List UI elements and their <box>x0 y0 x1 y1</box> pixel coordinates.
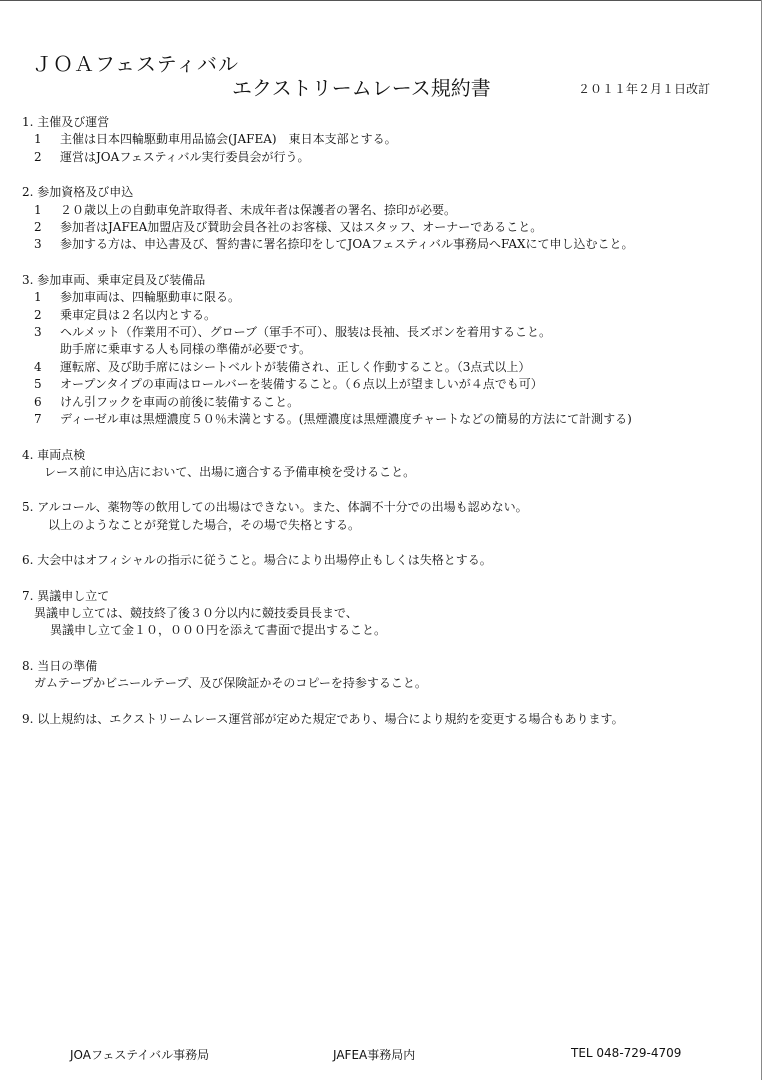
footer-office-location: JAFEA事務局内 <box>333 1048 416 1062</box>
item-number: 1 <box>34 290 42 305</box>
item-number: 5 <box>34 377 42 392</box>
section-heading: 8. 当日の準備 <box>22 658 98 673</box>
item-text: ディーゼル車は黒煙濃度５０％未満とする。(黒煙濃度は黒煙濃度チャートなどの簡易的方法にて計測する) <box>60 412 632 427</box>
list-item <box>22 394 752 411</box>
section-8 <box>22 658 752 693</box>
item-text: 助手席に乗車する人も同様の準備が必要です。 <box>60 342 312 357</box>
section-heading: 2. 参加資格及び申込 <box>22 185 134 200</box>
footer-phone: TEL 048-729-4709 <box>571 1046 682 1060</box>
list-item <box>22 131 752 148</box>
item-number: 2 <box>34 307 42 322</box>
list-item <box>22 376 752 393</box>
section-3 <box>22 272 752 429</box>
section-7 <box>22 588 752 640</box>
item-number: 7 <box>34 412 42 427</box>
item-text: 参加する方は、申込書及び、誓約書に署名捺印をしてJOAフェスティバル事務局へFAXにて申し込むこと。 <box>60 237 634 252</box>
item-number: 3 <box>34 325 42 340</box>
section-5 <box>22 499 752 534</box>
item-text: 乗車定員は２名以内とする。 <box>60 307 217 322</box>
section-9 <box>22 711 752 728</box>
section-body-text: 以上のようなことが発覚した場合，その場で失格とする。 <box>48 517 361 532</box>
section-heading: 4. 車両点検 <box>22 447 86 462</box>
revision-date: ２０１１年２月１日改訂 <box>578 82 711 96</box>
list-item <box>22 149 752 166</box>
item-text: ２０歳以上の自動車免許取得者、未成年者は保護者の署名、捺印が必要。 <box>60 202 457 217</box>
item-number: 1 <box>34 202 42 217</box>
item-number: 2 <box>34 220 42 235</box>
top-border-line <box>0 0 762 1</box>
list-item <box>22 219 752 236</box>
document-title-line1: ＪＯＡフェスティバル <box>32 52 239 76</box>
list-item <box>22 411 752 428</box>
list-item <box>22 202 752 219</box>
item-text: 主催は日本四輪駆動車用品協会(JAFEA) 東日本支部とする。 <box>60 132 397 147</box>
item-text: ヘルメット（作業用不可）、グローブ（軍手不可）、服装は長袖、長ズボンを着用すること。 <box>60 325 552 340</box>
item-number: 4 <box>34 359 42 374</box>
section-heading: 1. 主催及び運営 <box>22 115 110 129</box>
item-text: 参加車両は、四輪駆動車に限る。 <box>60 290 241 305</box>
item-text: オープンタイプの車両はロールバーを装備すること。（６点以上が望ましいが４点でも可） <box>60 377 543 392</box>
section-body-text: 異議申し立ては、競技終了後３０分以内に競技委員長まで、 <box>34 605 358 620</box>
item-number: 3 <box>34 237 42 252</box>
section-heading: 5. アルコール、薬物等の飲用しての出場はできない。また、体調不十分での出場も認めない。 <box>22 500 528 515</box>
list-item <box>22 289 752 306</box>
list-item-continuation <box>22 341 752 358</box>
list-item <box>22 236 752 253</box>
section-1 <box>22 114 752 166</box>
list-item <box>22 307 752 324</box>
section-4 <box>22 447 752 482</box>
section-heading: 6. 大会中はオフィシャルの指示に従うこと。場合により出場停止もしくは失格とする。 <box>22 553 492 568</box>
section-2 <box>22 184 752 254</box>
item-text: 運転席、及び助手席にはシートベルトが装備され、正しく作動すること。（3点式以上） <box>60 359 531 374</box>
section-body-text: 異議申し立て金１０，０００円を添えて書面で提出すること。 <box>50 623 387 638</box>
document-title-line2: エクストリームレース規約書 <box>232 76 491 100</box>
list-item <box>22 324 752 341</box>
item-text: 運営はJOAフェスティバル実行委員会が行う。 <box>60 149 310 164</box>
section-body-text: レース前に申込店において、出場に適合する予備車検を受けること。 <box>44 464 416 479</box>
section-body-text: ガムテープかビニールテープ、及び保険証かそのコピーを持参すること。 <box>34 676 427 691</box>
item-text: 参加者はJAFEA加盟店及び賛助会員各社のお客様、又はスタッフ、オーナーであること。 <box>60 220 543 235</box>
section-heading: 3. 参加車両、乗車定員及び装備品 <box>22 272 206 287</box>
item-number: 6 <box>34 394 42 409</box>
item-number: 1 <box>34 132 42 147</box>
footer-office-name: JOAフェステイバル事務局 <box>70 1048 210 1062</box>
rules-body <box>22 114 752 746</box>
item-text: けん引フックを車両の前後に装備すること。 <box>60 394 300 409</box>
list-item <box>22 359 752 376</box>
item-number: 2 <box>34 149 42 164</box>
section-6 <box>22 552 752 569</box>
section-heading: 7. 異議申し立て <box>22 588 110 603</box>
section-heading: 9. 以上規約は、エクストリームレース運営部が定めた規定であり、場合により規約を変更する場合もあります。 <box>22 711 624 726</box>
